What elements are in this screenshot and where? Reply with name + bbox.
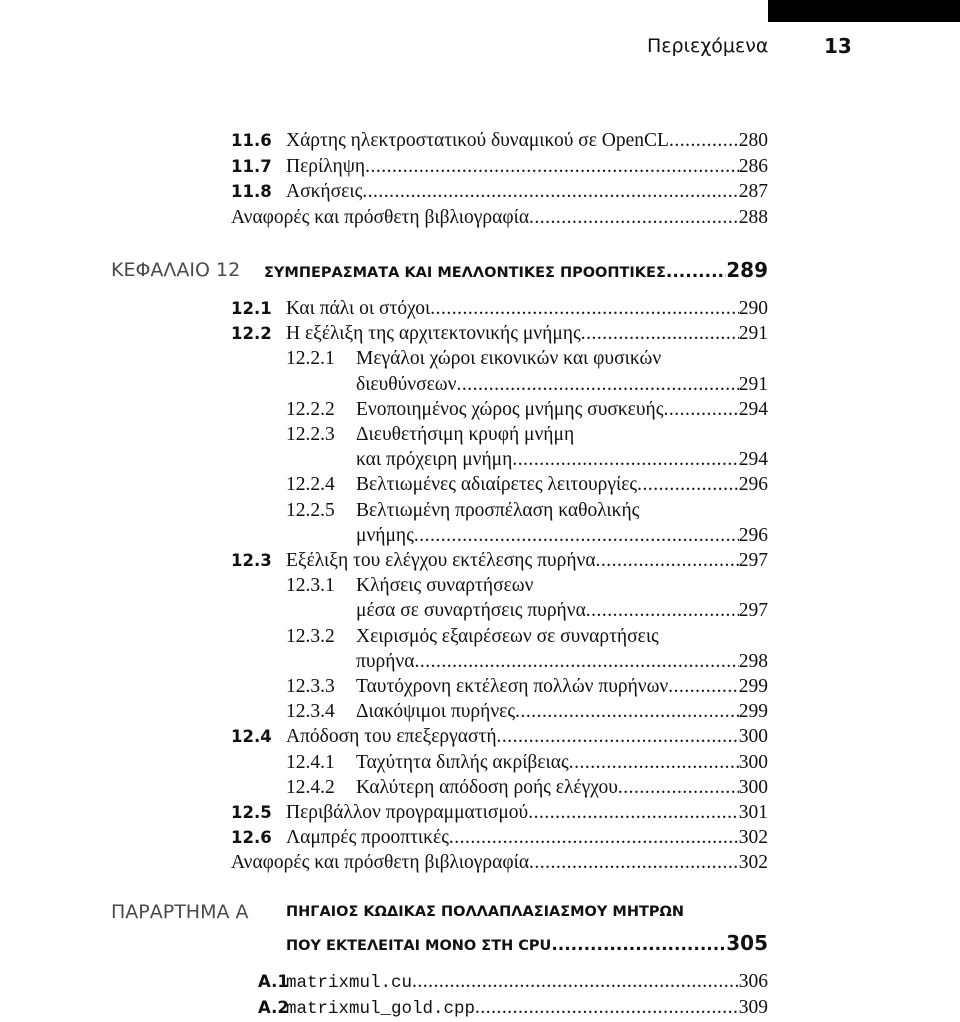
entry-page-number: 299 (738, 676, 768, 697)
dot-leader (362, 179, 738, 204)
dot-leader (412, 969, 739, 994)
entry-title: Περιβάλλον προγραμματισμού (286, 802, 529, 823)
entry-title: Μεγάλοι χώροι εικονικών και φυσικών (356, 348, 662, 370)
entry-title: Διευθετήσιμη κρυφή μνήμη (356, 424, 575, 445)
entry-number: A.2 (258, 997, 289, 1017)
entry-page-number: 300 (738, 776, 768, 798)
dot-leader (449, 825, 739, 850)
toc-entry[interactable] (0, 346, 768, 371)
entry-number: 12.5 (231, 803, 272, 822)
dot-leader (497, 724, 739, 749)
toc-entry[interactable] (0, 422, 768, 447)
entry-line (231, 850, 768, 875)
dot-leader (669, 128, 739, 153)
entry-page-number: 294 (738, 398, 768, 420)
entry-line (356, 674, 768, 699)
appendix-label: ΠΑΡΑΡΤΗΜΑ Α (111, 901, 249, 923)
toc-entry[interactable] (0, 397, 768, 422)
toc-entry[interactable] (0, 154, 768, 179)
entry-number: 12.2.1 (286, 348, 335, 370)
dot-leader (551, 930, 726, 960)
entry-line (286, 995, 768, 1022)
chapter-page-number: 289 (726, 258, 768, 282)
chapter-title: ΣΥΜΠΕΡΑΣΜΑΤΑ ΚΑΙ ΜΕΛΛΟΝΤΙΚΕΣ ΠΡΟΟΠΤΙΚΕΣ (264, 265, 666, 281)
entry-number: 12.2.3 (286, 424, 335, 445)
appendix-title-line1: ΠΗΓΑΙΟΣ ΚΩΔΙΚΑΣ ΠΟΛΛΑΠΛΑΣΙΑΣΜΟΥ ΜΗΤΡΩΝ (286, 904, 684, 920)
entry-page-number: 294 (738, 449, 768, 471)
running-title: Περιεχόμενα (647, 35, 769, 57)
entry-title: μέσα σε συναρτήσεις πυρήνα (356, 600, 586, 622)
page-number: 13 (824, 34, 852, 58)
entry-page-number: 309 (738, 996, 768, 1018)
toc-entry[interactable] (0, 447, 768, 472)
entry-line (356, 472, 768, 497)
entry-page-number: 300 (738, 726, 768, 748)
dot-leader (529, 205, 739, 230)
entry-line (356, 372, 768, 397)
dot-leader (668, 674, 739, 699)
entry-line (356, 498, 768, 523)
dot-leader (529, 850, 739, 875)
entry-number: 12.4 (231, 727, 272, 747)
dot-leader (414, 649, 738, 674)
toc-entry[interactable] (0, 296, 768, 321)
dot-leader (414, 523, 739, 548)
entry-number: 12.6 (231, 828, 272, 848)
entry-line (356, 447, 768, 472)
entry-number: 12.1 (231, 299, 272, 318)
entry-page-number: 280 (738, 130, 768, 151)
dot-leader (596, 548, 739, 573)
toc-entry[interactable] (0, 995, 768, 1020)
entry-line (356, 397, 768, 422)
entry-page-number: 297 (738, 600, 768, 622)
toc-entry[interactable] (0, 573, 768, 598)
entry-page-number: 290 (738, 298, 768, 319)
entry-line (286, 179, 768, 204)
toc-entry[interactable] (0, 969, 768, 994)
entry-title: Εξέλιξη του ελέγχου εκτέλεσης πυρήνα (286, 550, 596, 571)
dot-leader (456, 372, 738, 397)
entry-page-number: 306 (738, 971, 768, 992)
entry-page-number: 298 (738, 650, 768, 672)
entry-page-number: 296 (738, 524, 768, 546)
entry-line (356, 624, 768, 649)
entry-title: Χάρτης ηλεκτροστατικού δυναμικού σε OpenCL (286, 130, 669, 151)
toc-entry[interactable] (0, 624, 768, 649)
entry-title: Ταυτόχρονη εκτέλεση πολλών πυρήνων (356, 676, 669, 697)
entry-number: 12.3 (231, 551, 272, 570)
entry-page-number: 302 (738, 852, 768, 874)
toc-entry[interactable] (0, 179, 768, 204)
appendix-line (286, 928, 768, 961)
entry-line (356, 775, 768, 800)
entry-page-number: 299 (738, 701, 768, 723)
toc-entry[interactable] (0, 800, 768, 825)
dot-leader (637, 472, 739, 497)
entry-line (286, 321, 768, 346)
toc-entry[interactable] (0, 699, 768, 724)
toc-entry[interactable] (0, 205, 768, 230)
dot-leader (663, 397, 738, 422)
dot-leader (515, 699, 739, 724)
toc-entry[interactable] (0, 825, 768, 850)
toc-entry[interactable] (0, 321, 768, 346)
appendix-label-row (0, 897, 768, 927)
entry-title: Απόδοση του επεξεργαστή (286, 726, 497, 748)
entry-page-number: 297 (738, 550, 768, 571)
entry-title: μνήμης (356, 524, 414, 546)
dot-leader (586, 598, 739, 623)
toc-entry[interactable] (0, 674, 768, 699)
entry-page-number: 296 (738, 474, 768, 496)
entry-line (286, 800, 768, 825)
entry-number: 12.3.1 (286, 575, 335, 597)
entry-title: διευθύνσεων (356, 373, 457, 395)
toc-entry[interactable] (0, 850, 768, 875)
entry-page-number: 301 (738, 802, 768, 823)
entry-title: Λαμπρές προοπτικές (286, 827, 449, 849)
entry-line (286, 296, 768, 321)
entry-title: matrixmul_gold.cpp (286, 998, 476, 1019)
dot-leader (528, 800, 739, 825)
entry-line (356, 649, 768, 674)
dot-leader (666, 257, 726, 287)
entry-title: Διακόψιμοι πυρήνες (356, 701, 516, 723)
entry-line (231, 205, 768, 230)
entry-page-number: 302 (738, 827, 768, 849)
entry-line (286, 825, 768, 850)
toc-entry[interactable] (0, 128, 768, 153)
entry-title: πυρήνα (356, 650, 415, 672)
toc-entry[interactable] (0, 750, 768, 775)
appendix-title-line2: ΠΟΥ ΕΚΤΕΛΕΙΤΑΙ ΜΟΝΟ ΣΤΗ CPU (286, 938, 552, 954)
entry-title: Βελτιωμένες αδιαίρετες λειτουργίες (356, 474, 638, 496)
dot-leader (475, 995, 739, 1020)
dot-leader (430, 296, 738, 321)
entry-number: 12.3.4 (286, 701, 335, 723)
corner-tab-bar (768, 0, 960, 22)
entry-title: Κλήσεις συναρτήσεων (356, 575, 534, 597)
toc-entry[interactable] (0, 548, 768, 573)
chapter-heading[interactable] (0, 255, 768, 285)
entry-line (356, 573, 768, 598)
entry-number: 12.3.2 (286, 625, 335, 647)
toc-entry[interactable] (0, 598, 768, 623)
entry-line (286, 548, 768, 573)
entry-title: Ασκήσεις (286, 181, 363, 202)
entry-title: και πρόχειρη μνήμη (356, 449, 513, 471)
appendix-heading[interactable] (0, 928, 768, 958)
entry-title: Αναφορές και πρόσθετη βιβλιογραφία (231, 852, 530, 874)
toc-entry[interactable] (0, 775, 768, 800)
entry-page-number: 291 (738, 323, 768, 345)
toc-entry[interactable] (0, 523, 768, 548)
dot-leader (365, 154, 739, 179)
chapter-label: ΚΕΦΑΛΑΙΟ 12 (111, 259, 241, 281)
entry-line (286, 724, 768, 749)
entry-title: Η εξέλιξη της αρχιτεκτονικής μνήμης (286, 323, 581, 345)
toc-entry[interactable] (0, 649, 768, 674)
dot-leader (512, 447, 738, 472)
entry-title: Ταχύτητα διπλής ακρίβειας (356, 751, 569, 773)
entry-number: 12.4.2 (286, 776, 335, 798)
dot-leader (581, 321, 739, 346)
entry-title: Περίληψη (286, 155, 366, 177)
entry-line (356, 598, 768, 623)
entry-page-number: 291 (738, 373, 768, 395)
toc-entry[interactable] (0, 724, 768, 749)
entry-line (286, 128, 768, 153)
entry-number: 12.2.5 (286, 499, 335, 521)
entry-line (286, 154, 768, 179)
entry-page-number: 288 (738, 206, 768, 228)
entry-line (356, 523, 768, 548)
dot-leader (569, 750, 739, 775)
entry-number: 12.4.1 (286, 751, 335, 773)
entry-number: 12.3.3 (286, 676, 335, 697)
entry-number: 12.2.2 (286, 398, 335, 420)
entry-line (356, 699, 768, 724)
entry-number: 12.2 (231, 324, 272, 344)
entry-title: Χειρισμός εξαιρέσεων σε συναρτήσεις (356, 625, 659, 647)
entry-title: Βελτιωμένη προσπέλαση καθολικής (356, 499, 640, 521)
entry-line (356, 422, 768, 447)
appendix-page-number: 305 (726, 931, 768, 955)
entry-title: matrixmul.cu (286, 973, 413, 993)
entry-line (356, 750, 768, 775)
entry-page-number: 287 (738, 181, 768, 202)
toc-entry[interactable] (0, 472, 768, 497)
entry-line (286, 969, 768, 996)
entry-number: 11.6 (231, 131, 272, 150)
entry-page-number: 286 (738, 155, 768, 177)
entry-number: A.1 (258, 972, 289, 991)
entry-title: Ενοποιημένος χώρος μνήμης συσκευής (356, 398, 664, 420)
dot-leader (618, 775, 739, 800)
entry-title: Και πάλι οι στόχοι (286, 298, 431, 319)
entry-number: 11.8 (231, 182, 272, 201)
entry-title: Αναφορές και πρόσθετη βιβλιογραφία (231, 206, 530, 228)
chapter-line (264, 255, 768, 288)
entry-number: 12.2.4 (286, 474, 335, 496)
entry-line (356, 346, 768, 371)
entry-number: 11.7 (231, 156, 272, 176)
entry-title: Καλύτερη απόδοση ροής ελέγχου (356, 776, 618, 798)
toc-entry[interactable] (0, 372, 768, 397)
toc-entry[interactable] (0, 498, 768, 523)
entry-page-number: 300 (738, 751, 768, 773)
